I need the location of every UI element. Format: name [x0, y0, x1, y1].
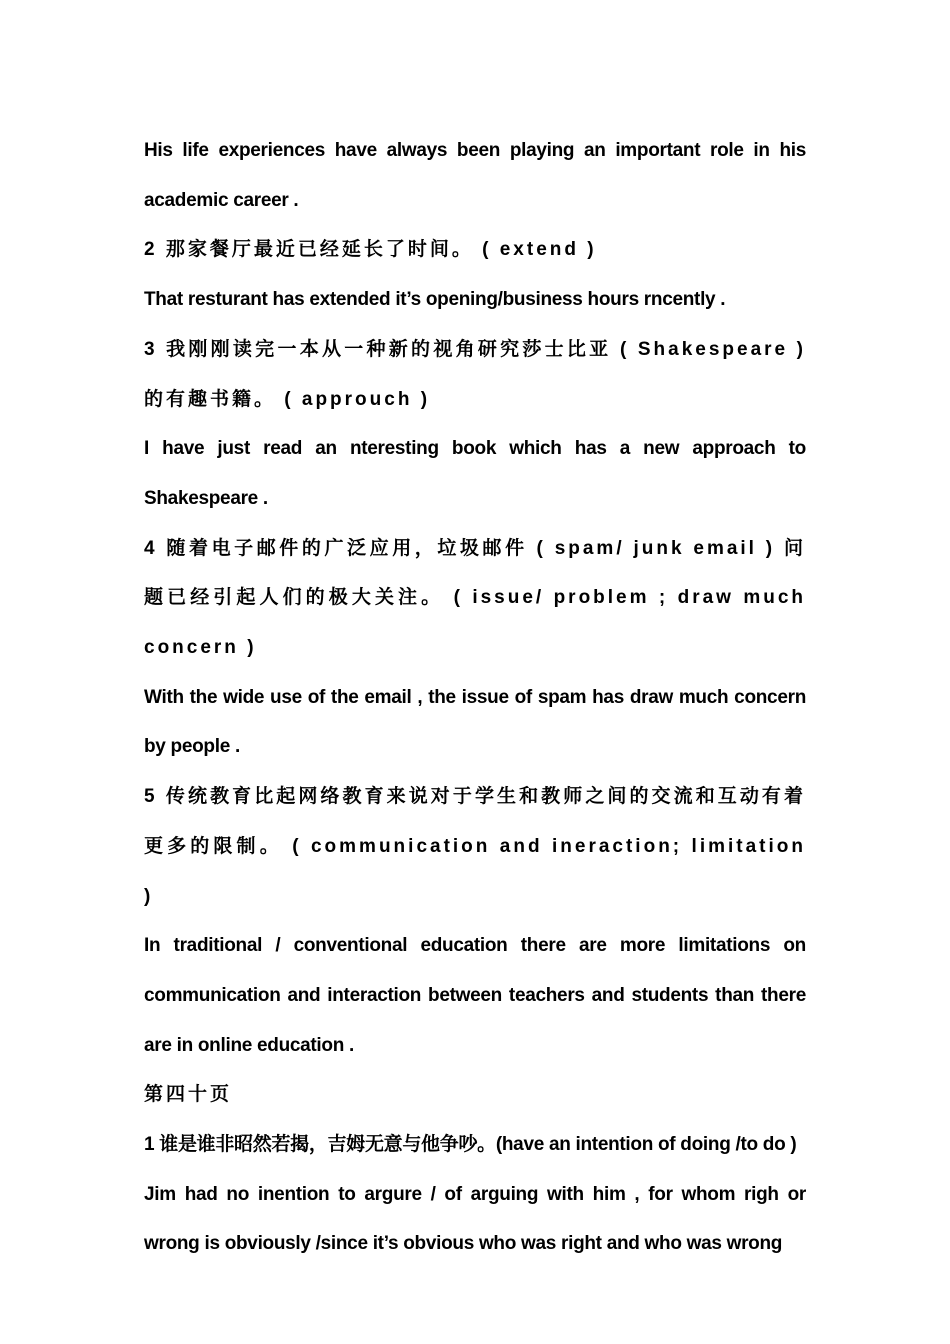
question-p40-1-chinese: 1 谁是谁非昭然若揭，吉姆无意与他争吵。(have an intention of doing /to do )	[144, 1134, 797, 1156]
answer-2-english: That resturant has extended it’s opening/business hours rncently .	[144, 289, 726, 311]
answer-3-english: I have just read an nteresting book which has a new approach to Shakespeare .	[144, 438, 806, 509]
question-3-chinese: 3 我刚刚读完一本从一种新的视角研究莎士比亚 ( Shakespeare ) 的有趣书籍。 ( approuch )	[144, 338, 806, 410]
answer-english-intro: His life experiences have always been playing an important role in his academic career .	[144, 140, 806, 211]
answer-5-english: In traditional / conventional education there are more limitations on communication and interaction between teachers and students than there are in online education .	[144, 935, 806, 1056]
answer-p40-1-english: Jim had no inention to argure / of arguing with him , for whom righ or wrong is obviously /since it’s obvious who was right and who was wrong	[144, 1183, 806, 1255]
document-body	[144, 126, 806, 1269]
question-2-chinese: 2 那家餐厅最近已经延长了时间。 ( extend )	[144, 239, 597, 261]
answer-4-english: With the wide use of the email , the issue of spam has draw much concern by people .	[144, 686, 806, 758]
section-heading: 第四十页	[144, 1084, 233, 1106]
question-4-chinese: 4 随着电子邮件的广泛应用，垃圾邮件 ( spam/ junk email ) 问题已经引起人们的极大关注。 ( issue/ problem ; draw much concern )	[144, 537, 806, 659]
question-5-chinese: 5 传统教育比起网络教育来说对于学生和教师之间的交流和互动有着更多的限制。 ( communication and ineraction; limitation )	[144, 786, 806, 907]
